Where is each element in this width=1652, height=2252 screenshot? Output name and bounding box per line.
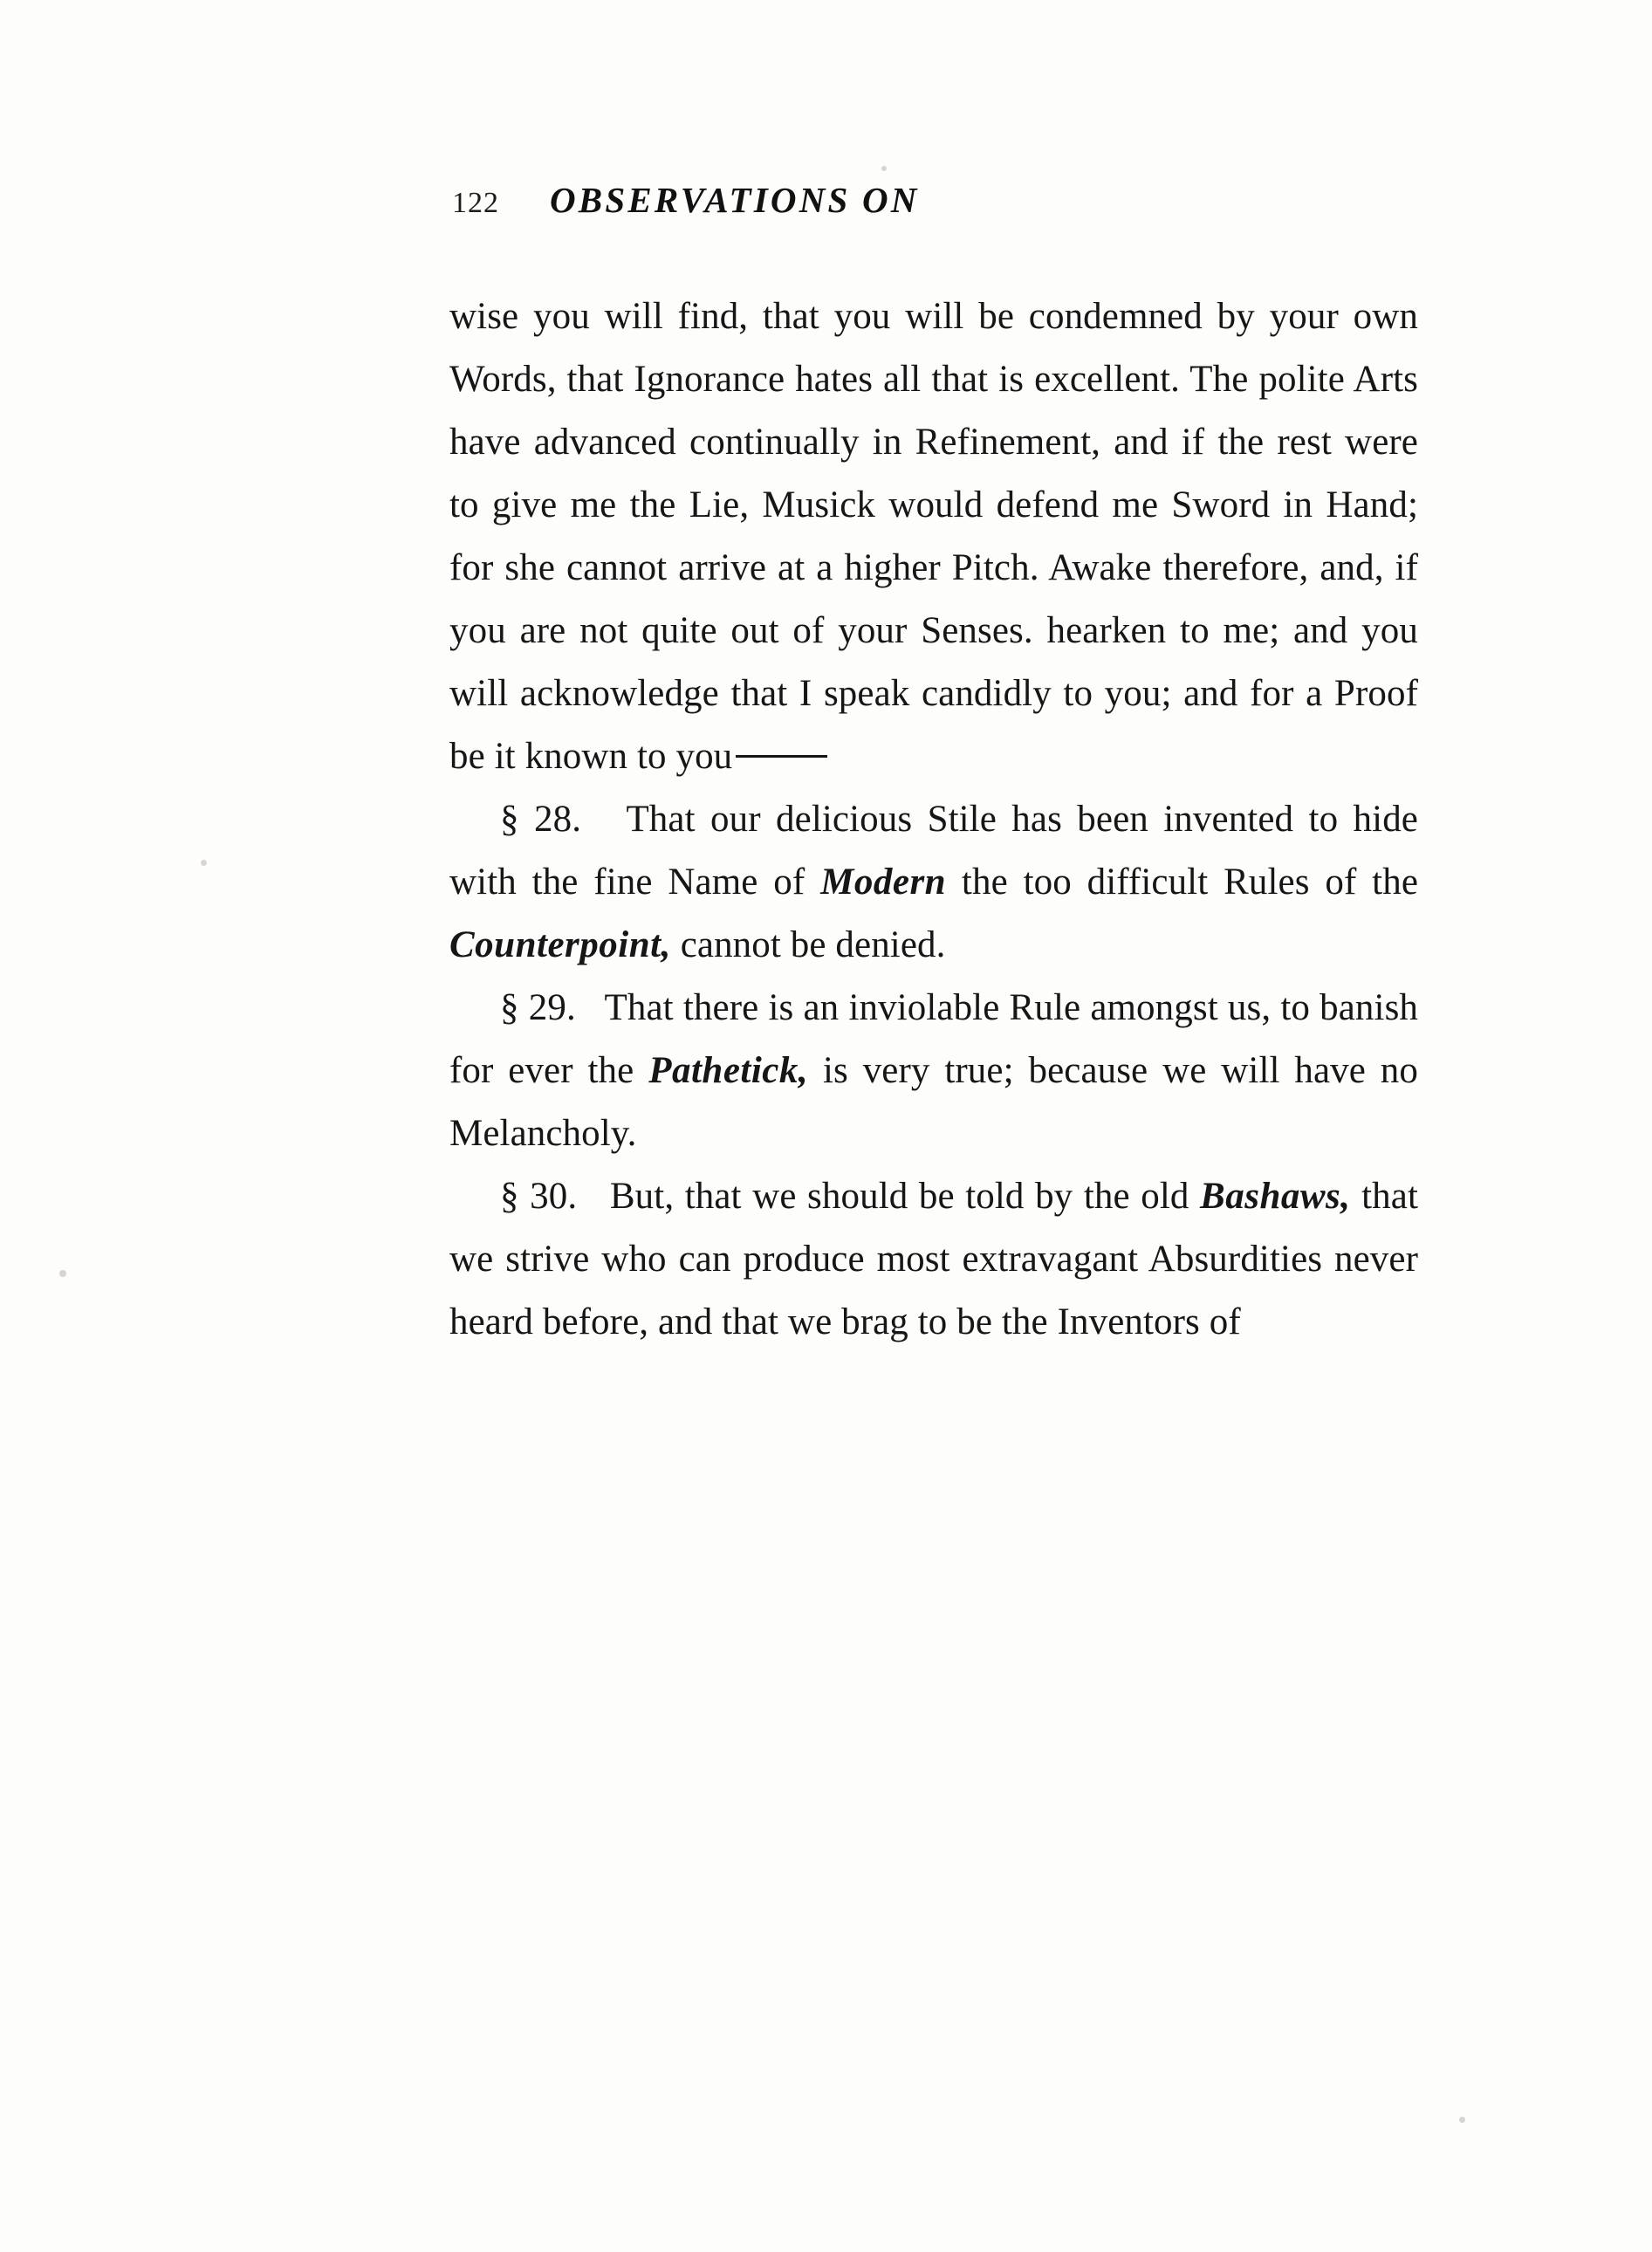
paragraph-text-part: cannot be denied.	[680, 924, 946, 965]
paragraph-text-part: that we strive who can produce most extravagant Absurdities never heard before, and that we brag to be the Inventors of	[449, 1176, 1418, 1342]
italic-term-pathetick: Pathetick,	[648, 1050, 809, 1091]
paper-speck	[59, 1270, 66, 1277]
paper-speck	[881, 166, 887, 171]
section-marker-30: § 30.	[500, 1176, 578, 1217]
section-marker-28: § 28.	[500, 799, 582, 840]
paragraph-carryover	[449, 285, 1418, 788]
paragraph-section-28	[449, 788, 1418, 977]
paragraph-text-part: That there is an inviolable Rule amongst us, to banish for ever the	[449, 987, 1419, 1091]
paper-speck	[201, 860, 207, 866]
page-number: 122	[452, 187, 499, 219]
paper-speck	[1459, 2117, 1465, 2123]
paragraph-section-30	[449, 1165, 1418, 1354]
paragraph-text: wise you will find, that you will be condemned by your own Words, that Ignorance hates all that is excellent. The polite Arts have advanced continually in Refinement, and if the rest were to give me the Lie, Musick would defend me Sword in Hand; for she cannot arrive at a higher Pitch. Awake therefore, and, if you are not quite out of your Senses. hearken to me; and you will acknowledge that I speak candidly to you; and for a Proof be it known to you	[449, 296, 1418, 777]
paragraph-text-part: the too difficult Rules of the	[961, 862, 1419, 903]
em-dash-rule	[736, 755, 827, 758]
paragraph-text-part: But, that we should be told by the old	[609, 1176, 1189, 1217]
italic-term-counterpoint: Counterpoint,	[449, 924, 671, 965]
running-head-title: OBSERVATIONS ON	[550, 180, 920, 220]
italic-term-bashaws: Bashaws,	[1200, 1176, 1351, 1217]
paragraph-text-part: is very true; because we will have no Melancholy.	[449, 1050, 1418, 1154]
paragraph-text-part: That our delicious Stile has been invented to hide with the fine Name of	[449, 799, 1418, 903]
paragraph-section-29	[449, 977, 1418, 1165]
section-marker-29: § 29.	[500, 987, 576, 1028]
running-head	[452, 179, 1418, 221]
italic-term-modern: Modern	[820, 862, 947, 903]
page-text-block	[449, 179, 1418, 1354]
